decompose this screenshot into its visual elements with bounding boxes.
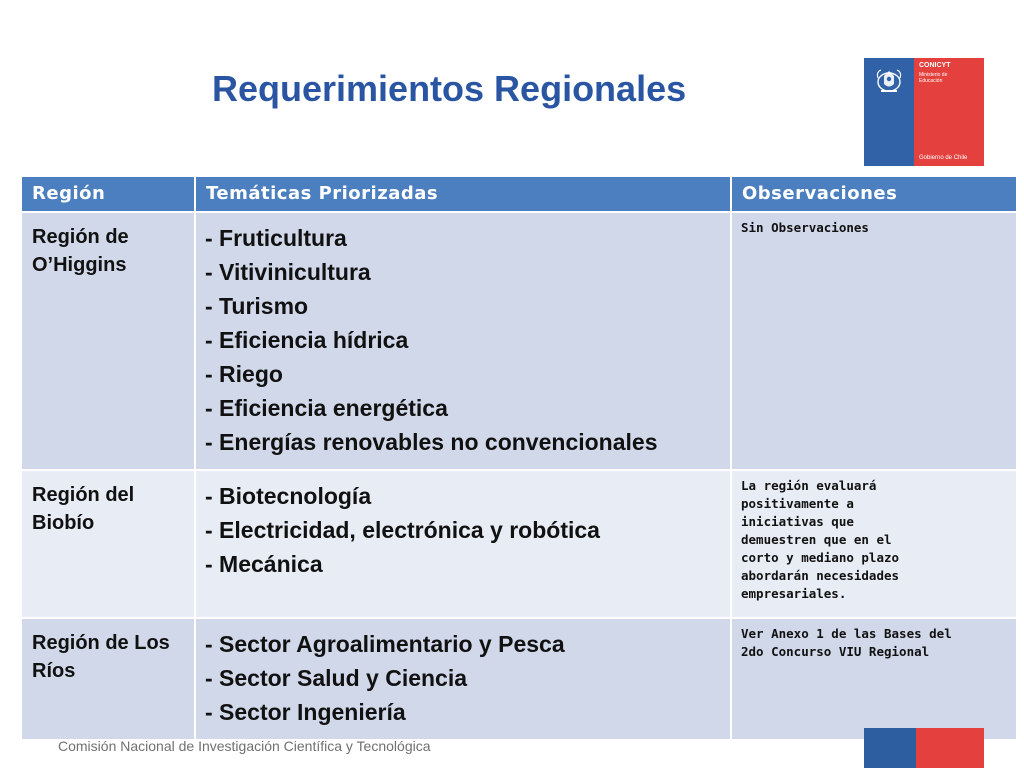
footer-flag-blue bbox=[864, 728, 916, 768]
topic-item: - Electricidad, electrónica y robótica bbox=[205, 517, 600, 543]
topics-cell bbox=[195, 212, 731, 470]
topic-item: - Fruticultura bbox=[205, 225, 347, 251]
table-header-row bbox=[21, 176, 1017, 212]
topic-item: - Sector Agroalimentario y Pesca bbox=[205, 631, 565, 657]
header-topics: Temáticas Priorizadas bbox=[195, 176, 731, 212]
table-row bbox=[21, 212, 1017, 470]
topic-item: - Eficiencia hídrica bbox=[205, 327, 409, 353]
region-cell: Región del Biobío bbox=[21, 470, 195, 618]
logo-subtitle: Ministerio de Educación bbox=[919, 72, 948, 84]
logo-name: CONICYT bbox=[919, 62, 951, 69]
table-row bbox=[21, 470, 1017, 618]
region-cell: Región de Los Ríos bbox=[21, 618, 195, 740]
conicyt-logo bbox=[864, 58, 984, 166]
logo-government: Gobierno de Chile bbox=[919, 155, 968, 161]
footer-text: Comisión Nacional de Investigación Científica y Tecnológica bbox=[58, 738, 431, 754]
observations-cell: Sin Observaciones bbox=[731, 212, 1017, 470]
logo-red-panel bbox=[914, 58, 984, 166]
header-region: Región bbox=[21, 176, 195, 212]
topic-item: - Eficiencia energética bbox=[205, 395, 448, 421]
coat-of-arms-icon bbox=[873, 64, 905, 96]
topic-item: - Turismo bbox=[205, 293, 309, 319]
table-row bbox=[21, 618, 1017, 740]
logo-blue-panel bbox=[864, 58, 914, 166]
region-cell: Región de O’Higgins bbox=[21, 212, 195, 470]
footer-flag-red bbox=[916, 728, 984, 768]
topic-item: - Vitivinicultura bbox=[205, 259, 371, 285]
topic-item: - Sector Ingeniería bbox=[205, 699, 406, 725]
slide-title: Requerimientos Regionales bbox=[212, 68, 687, 109]
topic-item: - Biotecnología bbox=[205, 483, 372, 509]
topic-item: - Riego bbox=[205, 361, 283, 387]
topic-item: - Mecánica bbox=[205, 551, 323, 577]
topic-item: - Energías renovables no convencionales bbox=[205, 429, 658, 455]
topic-item: - Sector Salud y Ciencia bbox=[205, 665, 468, 691]
requirements-table bbox=[20, 175, 1018, 741]
footer-flag-bar bbox=[864, 728, 984, 768]
topics-cell bbox=[195, 470, 731, 618]
topics-cell bbox=[195, 618, 731, 740]
observations-cell: La región evaluará positivamente a iniciativas que demuestren que en el corto y mediano plazo abordarán necesidades empresariales. bbox=[731, 470, 1017, 618]
observations-cell: Ver Anexo 1 de las Bases del 2do Concurso VIU Regional bbox=[731, 618, 1017, 740]
header-observations: Observaciones bbox=[731, 176, 1017, 212]
